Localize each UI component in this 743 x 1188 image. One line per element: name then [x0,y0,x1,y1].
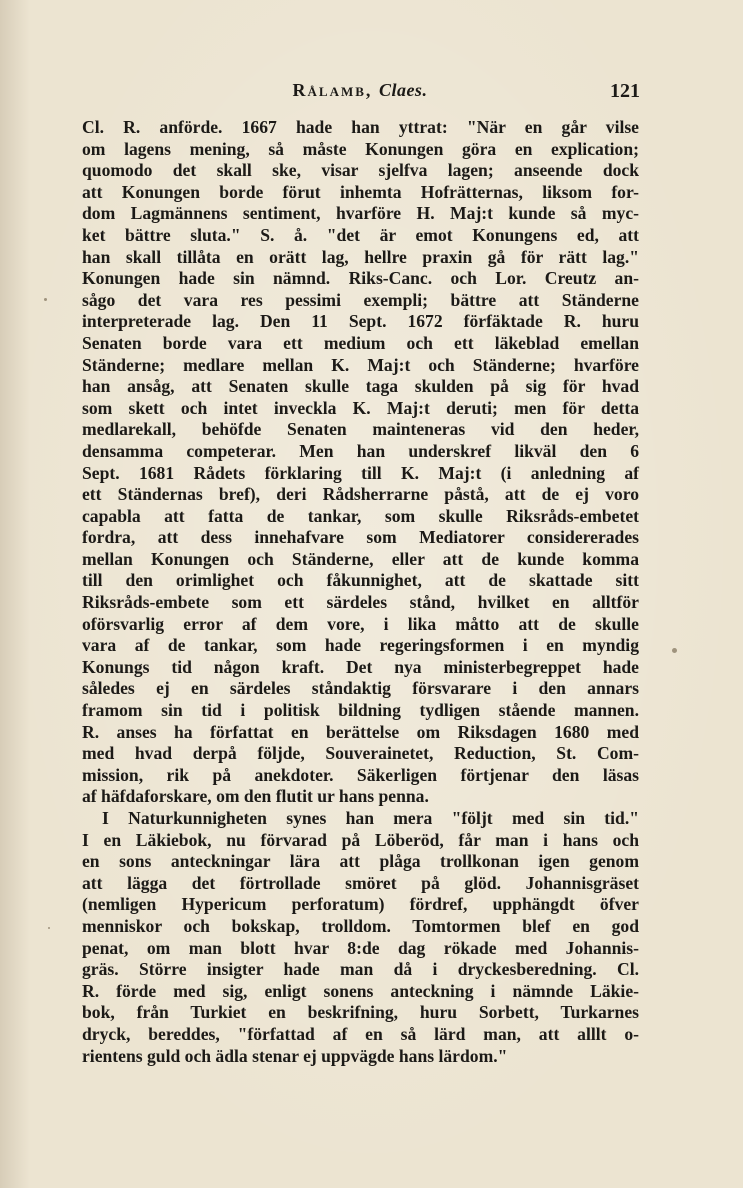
paragraph-end-line: rientens guld och ädla stenar ej uppvägde hans lärdom." [82,1045,508,1066]
text-line: medlarekall, behöfde Senaten mainteneras vid den heder, [82,419,639,440]
text-line: (nemligen Hypericum perforatum) fördref, upphängdt öfver [82,894,639,915]
running-title-name: Rålamb, [292,80,373,100]
text-line: bok, från Turkiet en beskrifning, huru Sorbett, Turkarnes [82,1002,639,1023]
text-line: Sept. 1681 Rådets förklaring till K. Maj:t (i anledning af [82,462,639,483]
text-line: framom sin tid i politisk bildning tydligen stående mannen. [82,700,639,721]
text-line: gräs. Större insigter hade man då i dryckesberedning. Cl. [82,959,639,980]
text-line: penat, om man blott hvar 8:de dag rökade med Johannis- [82,937,639,958]
paper-speck [44,298,47,301]
text-line: en sons anteckningar lära att plåga trollkonan igen genom [82,851,639,872]
text-line: Cl. R. anförde. 1667 hade han yttrat: "När en går vilse [82,117,639,137]
text-line: menniskor och bokskap, trolldom. Tomtormen blef en god [82,915,639,936]
text-line: som skett och intet inveckla K. Maj:t deruti; men för detta [82,397,639,418]
text-line: Senaten borde vara ett medium och ett läkeblad emellan [82,332,639,353]
text-line: han skall tillåta en orätt lag, hellre praxin gå för rätt lag." [82,246,639,267]
text-line: Konungs tid någon kraft. Det nya ministerbegreppet hade [82,656,639,677]
text-line: quomodo det skall ske, visar sjelfva lagen; anseende dock [82,160,639,181]
paper-speck [48,927,50,929]
text-line: fordra, att dess innehafvare som Mediatorer considererades [82,527,639,548]
text-line: att lägga det förtrollade smöret på glöd. Johannisgräset [82,872,639,893]
text-line: R. förde med sig, enligt sonens anteckning i nämnde Läkie- [82,980,639,1001]
text-line: capabla att fatta de tankar, som skulle Riksråds-embetet [82,505,639,526]
text-line: dom Lagmännens sentiment, hvarföre H. Maj:t kunde så myc- [82,203,639,224]
running-title [80,80,640,101]
text-line: sågo det vara res pessimi exempli; bättre att Ständerne [82,289,639,310]
text-line: densamma competerar. Men han underskref likväl den 6 [82,440,639,461]
text-line: oförsvarlig error af dem vore, i lika måtto att de skulle [82,613,639,634]
text-line: med hvad derpå följde, Souverainetet, Reduction, St. Com- [82,743,639,764]
text-line: om lagens mening, så måste Konungen göra en explication; [82,138,639,159]
page-number: 121 [610,80,640,102]
text-line: ket bättre sluta." S. å. "det är emot Konungens ed, att [82,224,639,245]
text-line: dryck, bereddes, "författad af en så lärd man, att alllt o- [82,1023,639,1044]
text-line: Riksråds-embete som ett särdeles stånd, hvilket en alltför [82,592,639,613]
text-line: till den orimlighet och fåkunnighet, att de skattade sitt [82,570,639,591]
paragraph-start-line: I Naturkunnigheten synes han mera "följt med sin tid." [102,808,639,828]
text-line: Konungen hade sin nämnd. Riks-Canc. och Lor. Creutz an- [82,268,639,289]
text-line: han ansåg, att Senaten skulle taga skulden på sig för hvad [82,376,639,397]
text-line: ett Ständernas bref), deri Rådsherrarne påstå, att de ej voro [82,484,639,505]
paragraph-end-line: af häfdaforskare, om den flutit ur hans penna. [82,786,429,807]
text-line: Ständerne; medlare mellan K. Maj:t och Ständerne; hvarföre [82,354,639,375]
text-line: R. anses ha författat en berättelse om Riksdagen 1680 med [82,721,639,742]
text-line: vara af de tankar, som hade regeringsformen i en myndig [82,635,639,656]
spine-shadow [0,0,30,1188]
paper-speck [672,648,677,653]
running-title-forename: Claes. [378,80,428,100]
page-header [80,80,640,108]
text-line: således ej en särdeles ståndaktig försvarare i den annars [82,678,639,699]
text-line: att Konungen borde förut inhemta Hofrätternas, liksom for- [82,181,639,202]
body-text [82,117,639,1067]
text-line: I en Läkiebok, nu förvarad på Löberöd, får man i hans och [82,829,639,850]
text-line: mellan Konungen och Ständerne, eller att de kunde komma [82,548,639,569]
text-line: mission, rik på anekdoter. Säkerligen förtjenar den läsas [82,764,639,785]
text-line: interpreterade lag. Den 11 Sept. 1672 förfäktade R. huru [82,311,639,332]
